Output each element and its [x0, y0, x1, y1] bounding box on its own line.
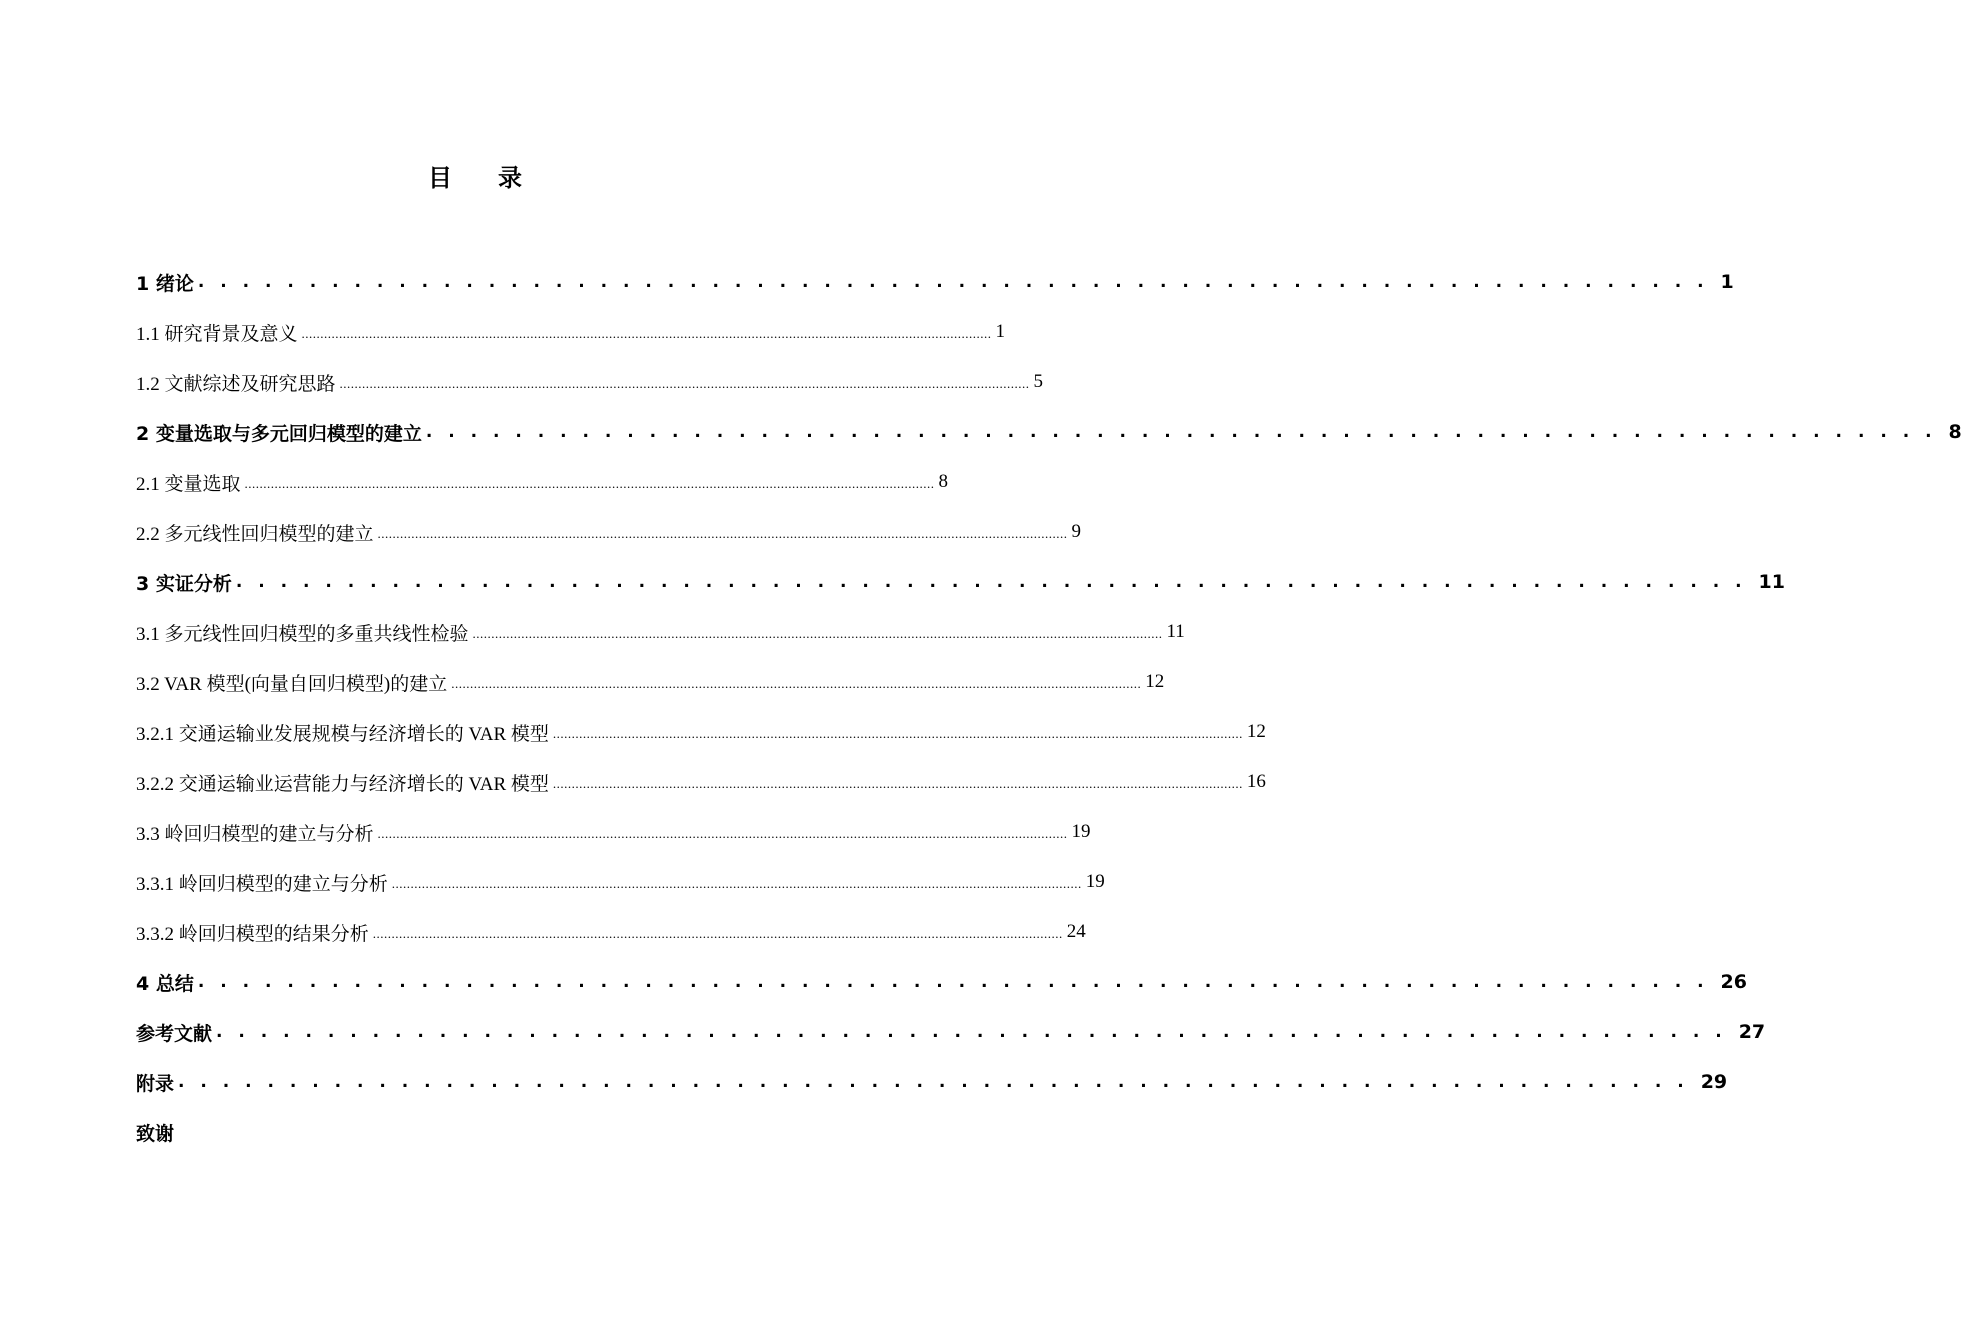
- toc-entry-label: 参考文献: [136, 1022, 213, 1045]
- toc-dot-leader: . . . . . . . . . . . . . . . . . . . . . . . . . . . . . . . . . . . . . . . . . . . . . . . . . . . . . . . . . . . . . . . . . . . .: [216, 1022, 1727, 1042]
- toc-entry[interactable]: [136, 662, 1165, 702]
- page-title-part-2: 录: [498, 164, 522, 192]
- toc-dot-leader: ........................................................................................................................................................................................: [552, 776, 1243, 791]
- toc-entry-page: 29: [1700, 1071, 1728, 1093]
- toc-entry[interactable]: [136, 1012, 1766, 1052]
- toc-entry-page: 1: [995, 321, 1006, 342]
- toc-entry[interactable]: [136, 762, 1266, 802]
- toc-entry-page: 12: [1246, 721, 1266, 742]
- toc-entry-label: 3.1 多元线性回归模型的多重共线性检验: [136, 623, 469, 645]
- toc-dot-leader: . . . . . . . . . . . . . . . . . . . . . . . . . . . . . . . . . . . . . . . . . . . . . . . . . . . . . . . . . . . . . . . . . . . .: [178, 1072, 1689, 1092]
- toc-entry-label: 2 变量选取与多元回归模型的建立: [136, 422, 422, 445]
- toc-entry-label: 3.2.1 交通运输业发展规模与经济增长的 VAR 模型: [136, 723, 549, 745]
- toc-entry[interactable]: [136, 512, 1082, 552]
- toc-entry[interactable]: [136, 612, 1185, 652]
- toc-entry-page: 12: [1145, 671, 1165, 692]
- toc-dot-leader: ........................................................................................................................................................................................: [377, 826, 1068, 841]
- toc-entry-label: 4 总结: [136, 972, 194, 995]
- toc-entry-page: 11: [1758, 571, 1785, 593]
- toc-entry-label: 致谢: [136, 1122, 175, 1145]
- toc-entry-page: 9: [1071, 521, 1082, 542]
- toc-entry-label: 3.2.2 交通运输业运营能力与经济增长的 VAR 模型: [136, 773, 549, 795]
- toc-entry-label: 1.2 文献综述及研究思路: [136, 373, 336, 395]
- toc-entry-label: 3 实证分析: [136, 572, 232, 595]
- toc-entry[interactable]: [136, 562, 1785, 602]
- toc-entry-page: 8: [1948, 421, 1962, 443]
- page-title-part-1: 目: [428, 164, 452, 192]
- toc-dot-leader: . . . . . . . . . . . . . . . . . . . . . . . . . . . . . . . . . . . . . . . . . . . . . . . . . . . . . . . . . . . . . . . . . . . .: [197, 972, 1709, 992]
- toc-entry[interactable]: [136, 812, 1091, 852]
- toc-entry[interactable]: [136, 912, 1086, 952]
- toc-entry-page: 5: [1033, 371, 1044, 392]
- toc-entry[interactable]: [136, 712, 1266, 752]
- toc-entry-label: 2.1 变量选取: [136, 473, 241, 495]
- toc-dot-leader: ........................................................................................................................................................................................: [472, 626, 1163, 641]
- toc-entry-page: 19: [1085, 871, 1105, 892]
- toc-dot-leader: ........................................................................................................................................................................................: [301, 326, 992, 341]
- toc-entry-page: 16: [1246, 771, 1266, 792]
- toc-entry-page: 26: [1720, 971, 1747, 993]
- toc-entry-label: 2.2 多元线性回归模型的建立: [136, 523, 374, 545]
- toc-dot-leader: ........................................................................................................................................................................................: [377, 526, 1068, 541]
- toc-entry-label: 附录: [136, 1072, 175, 1095]
- toc-entry-label: 3.2 VAR 模型(向量自回归模型)的建立: [136, 673, 448, 695]
- toc-dot-leader: ........................................................................................................................................................................................: [372, 926, 1063, 941]
- toc-dot-leader: . . . . . . . . . . . . . . . . . . . . . . . . . . . . . . . . . . . . . . . . . . . . . . . . . . . . . . . . . . . . . . . . . . . .: [425, 422, 1937, 442]
- toc-entry-page: 24: [1066, 921, 1086, 942]
- toc-dot-leader: ........................................................................................................................................................................................: [339, 376, 1030, 391]
- toc-entry-label: 3.3 岭回归模型的建立与分析: [136, 823, 374, 845]
- toc-entry[interactable]: [136, 362, 1044, 402]
- toc-dot-leader: ........................................................................................................................................................................................: [244, 476, 935, 491]
- toc-entry-page: 1: [1720, 271, 1734, 293]
- toc-entry-label: 3.3.1 岭回归模型的建立与分析: [136, 873, 388, 895]
- toc-entry[interactable]: [136, 412, 1962, 452]
- toc-dot-leader: . . . . . . . . . . . . . . . . . . . . . . . . . . . . . . . . . . . . . . . . . . . . . . . . . . . . . . . . . . . . . . . . . . . .: [235, 572, 1747, 592]
- toc-dot-leader: ........................................................................................................................................................................................: [391, 876, 1082, 891]
- page-title: [0, 158, 950, 193]
- toc-entry[interactable]: [136, 962, 1747, 1002]
- toc-entry-label: 1 绪论: [136, 272, 194, 295]
- toc-entry-page: 11: [1166, 621, 1185, 642]
- toc-dot-leader: . . . . . . . . . . . . . . . . . . . . . . . . . . . . . . . . . . . . . . . . . . . . . . . . . . . . . . . . . . . . . . . . . . . .: [197, 272, 1709, 292]
- toc-entry-page: 8: [938, 471, 949, 492]
- toc-dot-leader: ........................................................................................................................................................................................: [451, 676, 1142, 691]
- toc-entry[interactable]: [136, 1112, 850, 1152]
- toc-entry-page: 19: [1071, 821, 1091, 842]
- toc-entry-page: 27: [1738, 1021, 1766, 1043]
- toc-entry[interactable]: [136, 462, 949, 502]
- toc-entry-label: 1.1 研究背景及意义: [136, 323, 298, 345]
- toc-entry[interactable]: [136, 262, 1734, 302]
- toc-entry[interactable]: [136, 1062, 1728, 1102]
- toc-dot-leader: ........................................................................................................................................................................................: [552, 726, 1243, 741]
- toc-entry[interactable]: [136, 862, 1105, 902]
- toc-entry-label: 3.3.2 岭回归模型的结果分析: [136, 923, 369, 945]
- toc-entry[interactable]: [136, 312, 1006, 352]
